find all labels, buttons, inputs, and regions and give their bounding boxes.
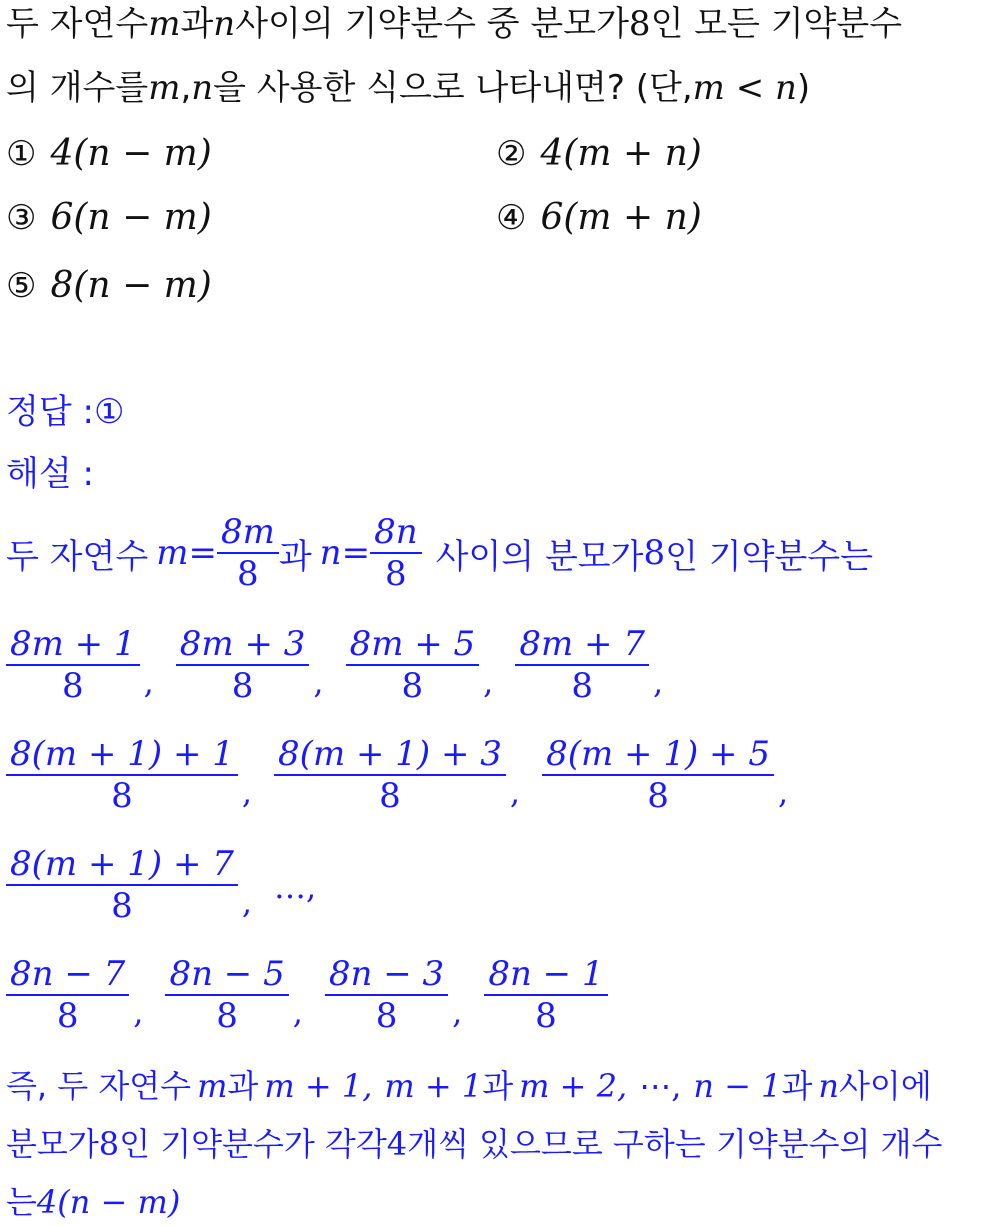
choice-expr: 8(n − m)	[50, 265, 212, 306]
num-4: 4	[386, 1125, 408, 1163]
fraction-8n-over-8	[370, 512, 422, 594]
denominator: 8	[401, 666, 424, 706]
denominator: 8	[375, 996, 398, 1036]
fraction	[346, 624, 480, 706]
comma: ,	[143, 663, 154, 701]
comma: ,	[483, 663, 494, 701]
comma: ,	[133, 993, 144, 1031]
fraction-row-4	[6, 954, 608, 1036]
fraction-8m-over-8	[217, 512, 279, 594]
numerator: 8m + 7	[519, 624, 645, 664]
denominator: 8	[379, 776, 401, 816]
numerator: 8m + 3	[179, 624, 306, 664]
equals: =	[188, 533, 217, 573]
final-expr: 4(n − m)	[36, 1183, 181, 1221]
numerator: 8n − 1	[488, 954, 604, 994]
var-n: n	[319, 533, 342, 573]
explanation-label-text: 해설 :	[6, 454, 94, 494]
choice-expr: 4(m + n)	[540, 133, 702, 174]
fraction	[274, 734, 506, 816]
denominator: 8	[111, 776, 133, 816]
choice-number: ⑤	[6, 266, 37, 306]
fraction	[542, 734, 774, 816]
ellipsis: ⋯,	[639, 1067, 682, 1105]
comma: ,	[509, 773, 521, 811]
explanation-intro	[6, 512, 873, 594]
denominator: 8	[647, 776, 669, 816]
fraction-row-3	[6, 844, 316, 926]
answer-value: ①	[93, 392, 125, 432]
choice-expr: 6(m + n)	[540, 197, 702, 238]
numerator: 8m + 1	[10, 624, 136, 664]
ex-text: 사이의 분모가	[435, 536, 644, 577]
conclusion-line-1	[6, 1066, 932, 1106]
ex-text: 과	[227, 1067, 259, 1105]
conclusion-line-2	[6, 1124, 942, 1164]
expr: m + 1	[384, 1067, 483, 1105]
condition: m < n	[692, 68, 797, 108]
q-text: )	[796, 68, 811, 108]
var-m: m	[148, 68, 181, 108]
var-n: n	[191, 68, 214, 108]
answer-label: 정답 :	[6, 392, 94, 432]
q-text: 과	[180, 4, 214, 44]
var-n: n	[818, 1067, 840, 1105]
fraction	[176, 624, 310, 706]
numerator: 8n − 3	[328, 954, 445, 994]
comma: ,	[313, 663, 324, 701]
numerator: 8(m + 1) + 3	[278, 734, 502, 774]
denominator: 8	[535, 996, 557, 1036]
choice-5[interactable]	[6, 266, 212, 306]
explanation-label	[6, 454, 94, 494]
fraction	[515, 624, 649, 706]
fraction	[325, 954, 448, 1036]
expr: m + 2,	[519, 1067, 628, 1105]
var-n: n	[213, 4, 236, 44]
fraction	[6, 624, 140, 706]
numerator: 8n	[374, 512, 418, 552]
ex-text: 개씩 있으므로 구하는 기약분수의 개수	[407, 1125, 943, 1163]
choice-expr: 4(n − m)	[50, 133, 212, 174]
conclusion-line-3	[6, 1182, 180, 1222]
comma: ,	[292, 993, 303, 1031]
choice-number: ④	[496, 198, 527, 238]
var-m: m	[156, 533, 189, 573]
denominator: 8	[56, 996, 79, 1036]
ex-text: 인 기약분수는	[665, 536, 873, 577]
choice-number: ①	[6, 134, 37, 174]
ex-text: 사이에	[839, 1067, 932, 1105]
choice-4[interactable]	[496, 198, 702, 238]
num-8: 8	[628, 4, 651, 44]
choice-expr: 6(n − m)	[50, 197, 212, 238]
q-text: 의 개수를	[6, 68, 149, 108]
q-text: 사이의 기약분수 중 분모가	[235, 4, 629, 44]
choice-number: ②	[496, 134, 527, 174]
question-line-1	[6, 4, 902, 44]
q-text: ,	[180, 68, 192, 108]
num-8: 8	[643, 533, 666, 573]
question-line-2	[6, 68, 810, 108]
comma: ,	[452, 993, 463, 1031]
numerator: 8(m + 1) + 7	[10, 844, 234, 884]
comma: ,	[241, 883, 253, 921]
numerator: 8n − 5	[169, 954, 285, 994]
num-8: 8	[98, 1125, 120, 1163]
ex-text: 인 기약분수가 각각	[119, 1125, 387, 1163]
fraction	[6, 954, 129, 1036]
fraction-row-2	[6, 734, 810, 816]
numerator: 8(m + 1) + 5	[546, 734, 770, 774]
choice-1[interactable]	[6, 134, 212, 174]
var-m: m	[148, 4, 181, 44]
denominator: 8	[61, 666, 84, 706]
comma: ,	[777, 773, 789, 811]
numerator: 8n − 7	[10, 954, 126, 994]
ellipsis: …,	[274, 868, 317, 906]
q-text: 을 사용한 식으로 나타내면? (단,	[213, 68, 693, 108]
denominator: 8	[111, 886, 133, 926]
answer-line	[6, 392, 124, 432]
ex-text: 과	[482, 1067, 514, 1105]
denominator: 8	[216, 996, 238, 1036]
q-text: 두 자연수	[6, 4, 149, 44]
fraction	[6, 734, 238, 816]
denominator: 8	[237, 554, 259, 594]
choice-3[interactable]	[6, 198, 212, 238]
fraction	[484, 954, 607, 1036]
denominator: 8	[571, 666, 593, 706]
ex-text: 과	[781, 1067, 813, 1105]
ex-text: 는	[6, 1183, 37, 1221]
expr: m + 1,	[264, 1067, 373, 1105]
fraction-row-1	[6, 624, 685, 706]
fraction	[6, 844, 238, 926]
ex-text: 분모가	[6, 1125, 99, 1163]
numerator: 8m + 5	[349, 624, 476, 664]
fraction	[165, 954, 288, 1036]
var-m: m	[197, 1067, 228, 1105]
numerator: 8(m + 1) + 1	[10, 734, 234, 774]
choice-number: ③	[6, 198, 37, 238]
q-text: 인 모든 기약분수	[650, 4, 903, 44]
comma: ,	[241, 773, 253, 811]
numerator: 8m	[220, 512, 275, 552]
ex-text: 즉, 두 자연수	[6, 1067, 192, 1105]
expr: n − 1	[693, 1067, 782, 1105]
choice-2[interactable]	[496, 134, 702, 174]
denominator: 8	[385, 554, 407, 594]
ex-text: 두 자연수	[6, 536, 149, 577]
equals: =	[341, 533, 371, 573]
comma: ,	[652, 663, 664, 701]
ex-text: 과	[278, 536, 312, 577]
denominator: 8	[231, 666, 254, 706]
